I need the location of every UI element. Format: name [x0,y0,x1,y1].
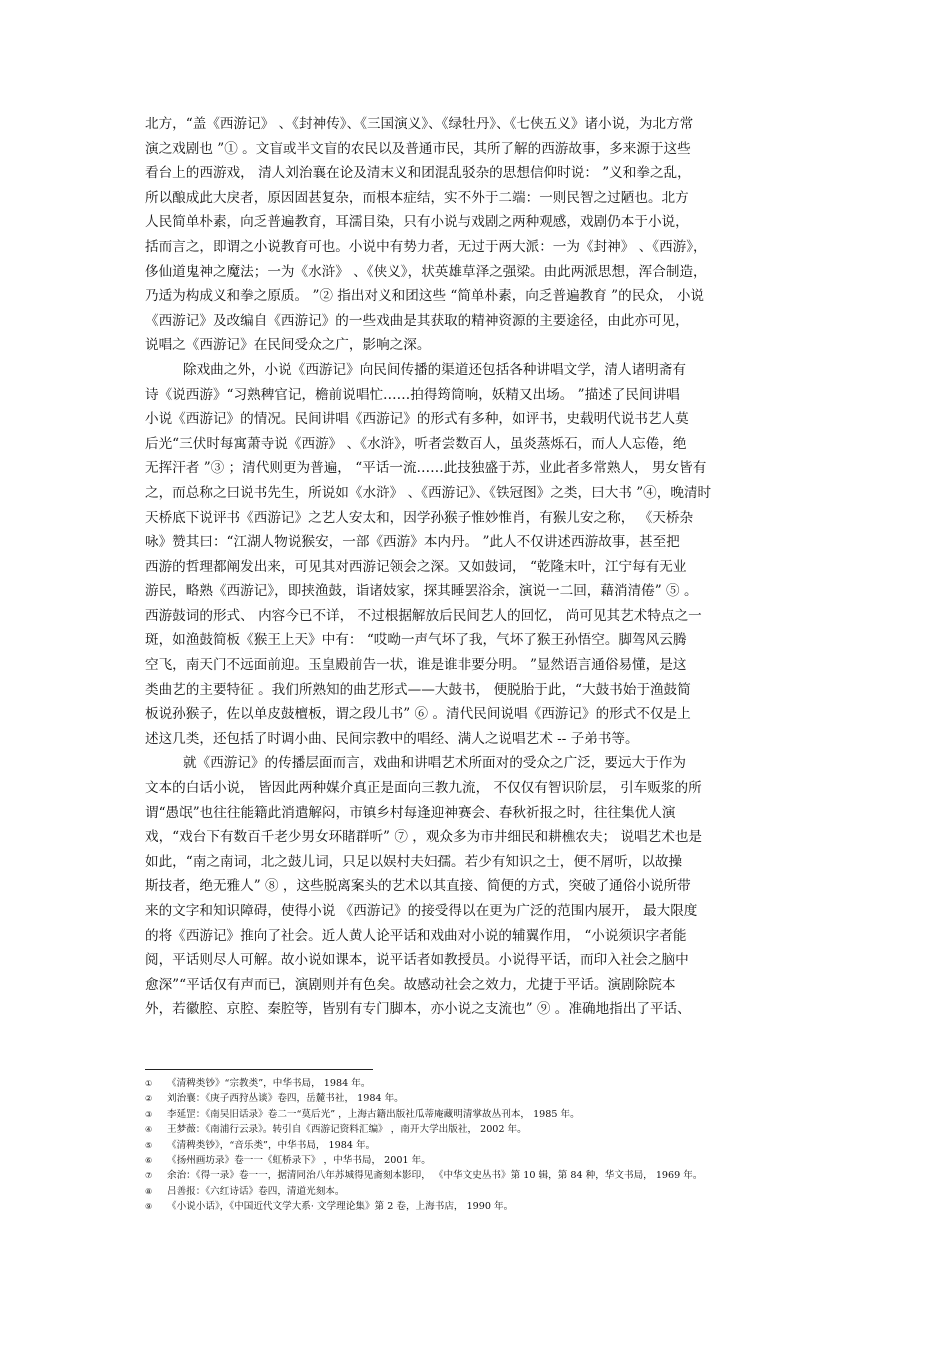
footnote-text: 刘治襄：《庚子西狩丛谈》卷四，岳麓书社， 1984 年。 [167,1093,404,1105]
footnote [145,1107,845,1122]
footnote [145,1076,845,1091]
text-line: 西游的哲理都阐发出来，可见其对西游记领会之深。又如鼓词， “乾隆末叶，江宁每有无业 [145,558,687,575]
footnote-text: 李延罡：《南吴旧话录》卷二一“莫后光” ，上海古籍出版社瓜蒂庵藏明清掌故丛刊本， 1985 年。 [167,1108,580,1120]
footnote [145,1122,845,1137]
main-body-text [145,112,810,1022]
footnote-marker: ⑧ [145,1186,153,1196]
text-line: 如此，“南之南词，北之鼓儿词，只足以娱村夫妇孺。若少有知识之士，便不屑听，以故操 [145,853,683,870]
text-line: 阅，平话则尽人可解。故小说如课本，说平话者如教授员。小说得平话，而印入社会之脑中 [145,952,689,969]
text-line: 空飞，南天门不远面前迎。玉皇殿前告一状，谁是谁非要分明。 ”显然语言通俗易懂，是这 [145,657,687,674]
footnote [145,1168,845,1183]
text-line: 咏》赞其曰：“江湖人物说猴安，一部《西游》本内丹。 ”此人不仅讲述西游故事，甚至把 [145,534,680,551]
text-line: 人民简单朴素，向乏普遍教育，耳濡目染，只有小说与戏剧之两种观感，戏剧仍本于小说， [145,214,689,231]
text-line: 就《西游记》的传播层面而言，戏曲和讲唱艺术所面对的受众之广泛，要远大于作为 [183,755,686,772]
footnote [145,1138,845,1153]
footnote [145,1184,845,1199]
text-line: 类曲艺的主要特征 。我们所熟知的曲艺形式——大鼓书， 便脱胎于此，“大鼓书始于渔鼓简 [145,681,691,698]
footnote-text: 王梦薇：《南浦行云录》。转引自《西游记资料汇编》 ，南开大学出版社， 2002 年。 [167,1124,527,1136]
footnote-text: 余治：《得一录》卷一一，据清同治八年苏城得见斋刻本影印， 《中华文史丛书》第 10 辑，第 84 种，华文书局， 1969 年。 [167,1170,703,1182]
text-line: 西游鼓词的形式、 内容今已不详， 不过根据解放后民间艺人的回忆， 尚可见其艺术特点之一 [145,607,702,624]
text-line: 的将《西游记》推向了社会。近人黄人论平话和戏曲对小说的辅翼作用， “小说须识字者能 [145,927,687,944]
footnote-marker: ② [145,1094,153,1104]
text-line: 文本的白话小说， 皆因此两种媒介真正是面向三教九流， 不仅仅有智识阶层， 引车贩浆的所 [145,780,702,797]
footnote-marker: ⑨ [145,1202,153,1212]
footnote-marker: ⑥ [145,1155,153,1165]
text-line: 述这几类，还包括了时调小曲、民间宗教中的唱经、满人之说唱艺术 -- 子弟书等。 [145,730,639,747]
text-line: 北方，“盖《西游记》 、《封神传》、《三国演义》、《绿牡丹》、《七侠五义》诸小说，为北方常 [145,116,694,132]
text-line: 板说孙猴子，佐以单皮鼓檀板，谓之段儿书” ⑥ 。清代民间说唱《西游记》的形式不仅是上 [145,706,691,723]
footnote-text: 《清稗类钞》“宗教类”，中华书局， 1984 年。 [167,1078,371,1089]
text-line: 之，而总称之曰说书先生，所说如《水浒》 、《西游记》、《铁冠图》之类，曰大书 ”④，晚清时 [145,484,712,501]
text-line: 斯技者，绝无雅人” ⑧ ，这些脱离案头的艺术以其直接、简便的方式，突破了通俗小说所带 [145,878,691,895]
footnote-marker: ④ [145,1125,153,1135]
footnote-marker: ⑦ [145,1171,153,1181]
text-line: 外，若徽腔、京腔、秦腔等，皆别有专门脚本，亦小说之支流也” ⑨ 。准确地指出了平话、 [145,1001,691,1018]
text-line: 戏，“戏台下有数百千老少男女环睹群听” ⑦ ，观众多为市井细民和耕樵农夫； 说唱艺术也是 [145,829,703,846]
text-line: 后光“三伏时每寓萧寺说《西游》 、《水浒》，听者尝数百人，虽炎蒸烁石，而人人忘倦，绝 [145,435,687,452]
footnote-text: 《扬州画坊录》卷一一《虹桥录下》 ，中华书局， 2001 年。 [167,1154,431,1166]
footnotes-section [145,1076,845,1215]
text-line: 小说《西游记》的情况。民间讲唱《西游记》的形式有多种，如评书，史载明代说书艺人莫 [145,411,689,428]
footnote-text: 吕善报：《六红诗话》卷四，清道光刻本。 [167,1185,345,1197]
text-line: 诗《说西游》“习熟稗官记，檐前说唱忙……拍得筠筒响，妖精又出场。 ”描述了民间讲唱 [145,386,680,403]
text-line: 除戏曲之外，小说《西游记》向民间传播的渠道还包括各种讲唱文学，清人诸明斋有 [183,361,686,378]
footnote [145,1091,845,1106]
text-line: 游民，略熟《西游记》，即挟渔鼓，诣诸妓家，探其睡罢浴余，演说一二回，藉消清倦” ⑤ 。 [145,583,698,600]
footnote-text: 《小说小话》，《中国近代文学大系· 文学理论集》第 2 卷，上海书店， 1990 年。 [167,1201,514,1213]
text-line: 说唱之《西游记》在民间受众之广，影响之深。 [145,337,431,354]
footnote [145,1153,845,1168]
footnote-text: 《清稗类钞》，“音乐类”，中华书局， 1984 年。 [167,1139,376,1151]
text-line: 看台上的西游戏， 清人刘治襄在论及清末义和团混乱驳杂的思想信仰时说： ”义和拳之乱， [145,165,691,182]
text-line: 愈深”“平话仅有声而已，演剧则并有色矣。故感动社会之效力，尤捷于平话。演剧除院本 [145,976,676,993]
text-line: 无挥汗者 ”③ ；清代则更为普遍， “平话一流……此技独盛于苏，业此者多常熟人， 男女皆有 [145,460,707,477]
footnote-marker: ③ [145,1109,153,1119]
text-line: 侈仙道鬼神之魔法；一为《水浒》 、《侠义》，状英雄草泽之强梁。由此两派思想，浑合制造， [145,263,707,280]
text-line: 天桥底下说评书《西游记》之艺人安太和，因学孙猴子惟妙惟肖，有猴儿安之称， 《天桥杂 [145,509,694,526]
text-line: 《西游记》及改编自《西游记》的一些戏曲是其获取的精神资源的主要途径，由此亦可见， [145,312,689,329]
text-line: 乃适为构成义和拳之原质。 ”② 指出对义和团这些 “简单朴素，向乏普遍教育 ”的民众， 小说 [145,288,705,305]
text-line: 演之戏剧也 ”① 。文盲或半文盲的农民以及普通市民，其所了解的西游故事，多来源于这些 [145,140,691,157]
footnote-divider [145,1069,373,1070]
text-line: 括而言之，即谓之小说教育可也。小说中有势力者，无过于两大派：一为《封神》 、《西游》， [145,238,707,255]
footnote-marker: ① [145,1079,153,1088]
text-line: 斑，如渔鼓简板《猴王上天》中有： “哎呦一声气坏了我，气坏了猴王孙悟空。脚驾风云腾 [145,632,687,649]
text-line: 所以酿成此大戾者，原因固甚复杂，而根本症结，实不外于二端：一则民智之过陋也。北方 [145,189,689,206]
text-line: 谓“愚氓”也往往能籍此消遣解闷，市镇乡村每逢迎神赛会、春秋祈报之时，往往集优人演 [145,804,676,821]
footnote-marker: ⑤ [145,1140,153,1150]
footnote [145,1199,845,1214]
text-line: 来的文字和知识障碍，使得小说 《西游记》的接受得以在更为广泛的范围内展开， 最大限度 [145,903,698,919]
